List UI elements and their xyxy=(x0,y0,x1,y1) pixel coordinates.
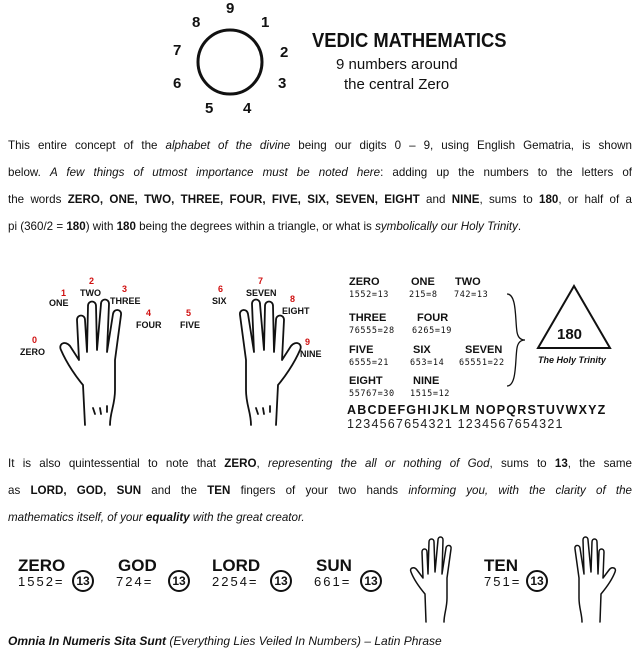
equation-sum-circle: 13 xyxy=(270,570,292,592)
hand-number: 9 xyxy=(305,337,311,347)
hand-number: 2 xyxy=(89,276,95,286)
hand-label: THREE xyxy=(110,296,141,306)
hand-label: ZERO xyxy=(20,347,46,357)
intro-line-3: the words ZERO, ONE, TWO, THREE, FOUR, FIVE, SIX, SEVEN, EIGHT and NINE, sums to 180, or half of a xyxy=(8,193,632,206)
gematria-word: TWO xyxy=(455,276,481,288)
equality-line-3: mathematics itself, of your equality with the great creator. xyxy=(8,511,305,524)
circle-number-8: 8 xyxy=(192,14,201,31)
alphabet-letters: ABCDEFGHIJKLM NOPQRSTUVWXYZ xyxy=(347,403,607,417)
hand-number: 1 xyxy=(61,288,67,298)
hand-number: 4 xyxy=(146,308,152,318)
gematria-word: FIVE xyxy=(349,344,374,356)
gematria-word: ONE xyxy=(411,276,435,288)
equality-line-2: as LORD, GOD, SUN and the TEN fingers of your two hands informing you, with the clarity of the xyxy=(8,484,633,497)
brace-icon xyxy=(505,290,527,390)
gematria-nums: 1515=12 xyxy=(410,389,451,399)
gematria-word: FOUR xyxy=(417,312,449,324)
left-hand-icon xyxy=(55,290,155,430)
hand-number: 3 xyxy=(122,284,128,294)
hand-number: 8 xyxy=(290,294,296,304)
equation-digits: 661= xyxy=(314,574,352,589)
gematria-nums: 65551=22 xyxy=(459,358,505,368)
latin-phrase: Omnia In Numeris Sita Sunt xyxy=(8,634,167,648)
gematria-nums: 6555=21 xyxy=(349,358,390,368)
circle-number-6: 6 xyxy=(173,75,182,92)
alphabet-digits: 1234567654321 1234567654321 xyxy=(347,417,564,431)
circle-number-9: 9 xyxy=(226,0,235,17)
equation-sum-circle: 13 xyxy=(72,570,94,592)
intro-line-2: below. A few things of utmost importance must be noted here: adding up the numbers to the letters of xyxy=(8,166,632,179)
circle-number-4: 4 xyxy=(243,100,252,117)
page-title: VEDIC MATHEMATICS xyxy=(312,30,507,52)
hand-label: ONE xyxy=(49,298,69,308)
equation-digits: 2254= xyxy=(212,574,259,589)
circle-number-2: 2 xyxy=(280,44,289,61)
hand-label: NINE xyxy=(300,349,322,359)
equation-word: GOD xyxy=(118,556,157,575)
intro-line-1: This entire concept of the alphabet of the divine being our digits 0 – 9, using English Gematria, is shown xyxy=(8,139,633,152)
equation-word: LORD xyxy=(212,556,261,575)
gematria-word: SIX xyxy=(413,344,431,356)
gematria-word: NINE xyxy=(413,375,440,387)
intro-line-4: pi (360/2 = 180) with 180 being the degrees within a triangle, or what is symbolically our Holy Trinity. xyxy=(8,220,522,233)
equality-line-1: It is also quintessential to note that ZERO, representing the all or nothing of God, sums to 13, the same xyxy=(8,457,632,470)
gematria-word: EIGHT xyxy=(349,375,383,387)
hand-label: SIX xyxy=(212,296,227,306)
gematria-nums: 215=8 xyxy=(409,290,438,300)
gematria-word: ZERO xyxy=(349,276,380,288)
circle-number-7: 7 xyxy=(173,42,182,59)
equation-word: TEN xyxy=(484,556,518,575)
circle-number-3: 3 xyxy=(278,75,287,92)
gematria-word: SEVEN xyxy=(465,344,503,356)
hand-number: 6 xyxy=(218,284,224,294)
equation-word: SUN xyxy=(316,556,352,575)
equation-digits: 1552= xyxy=(18,574,65,589)
gematria-nums: 6265=19 xyxy=(412,326,453,336)
equation-digits: 751= xyxy=(484,574,522,589)
circle-number-1: 1 xyxy=(261,14,270,31)
gematria-word: THREE xyxy=(349,312,387,324)
subtitle-line-2: the central Zero xyxy=(344,76,450,93)
hand-number: 7 xyxy=(258,276,264,286)
equation-sum-circle: 13 xyxy=(360,570,382,592)
gematria-nums: 742=13 xyxy=(454,290,489,300)
hand-icon xyxy=(408,532,470,624)
footer-phrase xyxy=(8,634,442,648)
hand-label: SEVEN xyxy=(246,288,277,298)
gematria-nums: 76555=28 xyxy=(349,326,395,336)
hand-label: TWO xyxy=(80,288,101,298)
phrase-translation: (Everything Lies Veiled In Numbers) – Latin Phrase xyxy=(166,634,442,648)
hand-label: EIGHT xyxy=(282,306,310,316)
hand-label: FOUR xyxy=(136,320,162,330)
hand-number: 0 xyxy=(32,335,38,345)
triangle-caption: The Holy Trinity xyxy=(538,355,606,365)
equation-sum-circle: 13 xyxy=(526,570,548,592)
triangle-value: 180 xyxy=(557,326,583,343)
gematria-nums: 1552=13 xyxy=(349,290,390,300)
equation-word: ZERO xyxy=(18,556,66,575)
hand-label: FIVE xyxy=(180,320,201,330)
equation-digits: 724= xyxy=(116,574,154,589)
circle-number-5: 5 xyxy=(205,100,214,117)
triangle-icon xyxy=(534,282,614,354)
hand-icon xyxy=(556,532,618,624)
intro-paragraph xyxy=(8,132,632,240)
gematria-nums: 653=14 xyxy=(410,358,445,368)
equality-paragraph xyxy=(8,450,632,531)
hand-number: 5 xyxy=(186,308,192,318)
equation-sum-circle: 13 xyxy=(168,570,190,592)
gematria-nums: 55767=30 xyxy=(349,389,395,399)
subtitle-line-1: 9 numbers around xyxy=(336,56,458,73)
